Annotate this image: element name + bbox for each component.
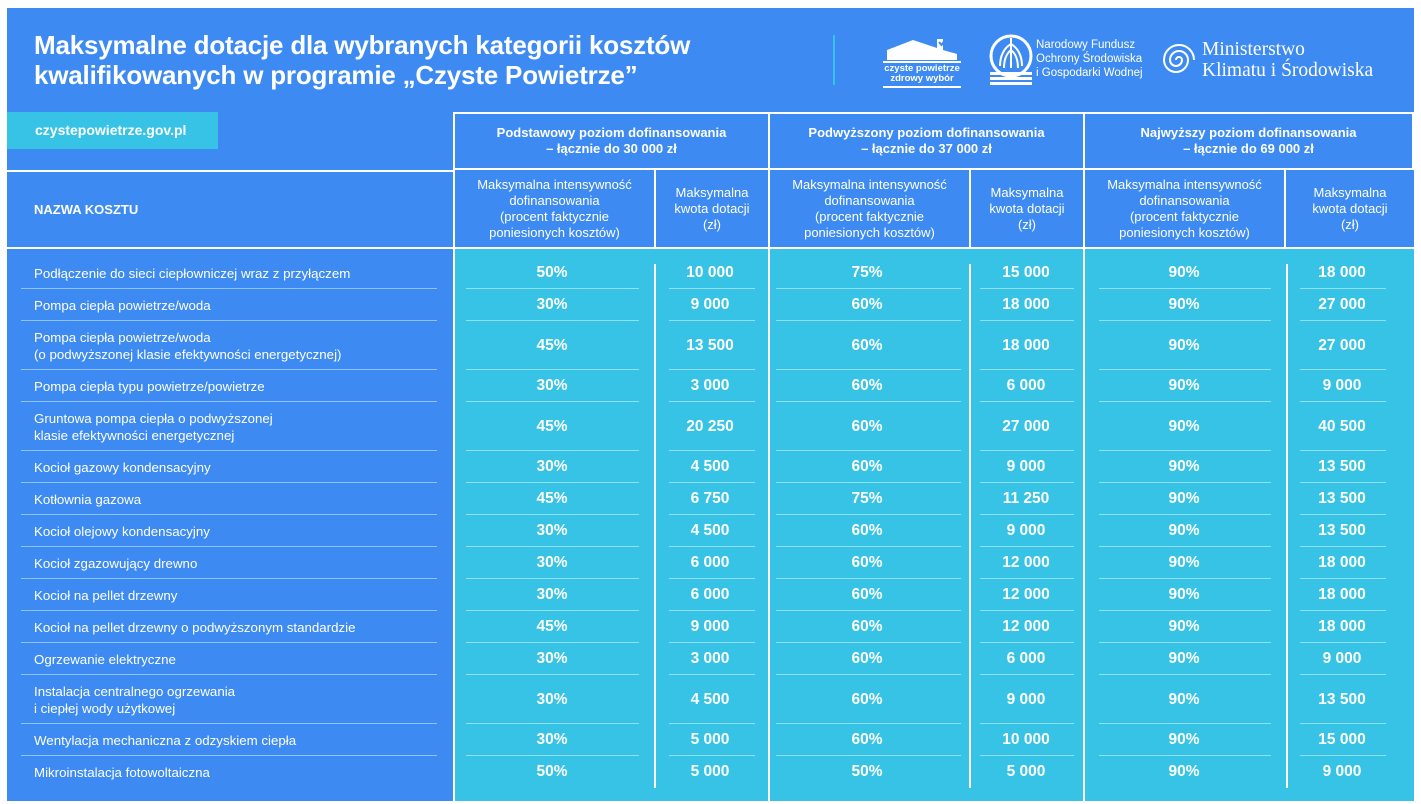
cost-name-line: klasie efektywności energetycznej xyxy=(34,428,235,443)
amount-value: 12 000 xyxy=(1002,618,1050,635)
title-line-2: kwalifikowanych w programie „Czyste Powietrze” xyxy=(34,60,638,90)
title-line-1: Maksymalne dotacje dla wybranych kategorii kosztów xyxy=(34,30,691,60)
logo-nf-line-2: Ochrony Środowiska xyxy=(1036,53,1143,65)
intensity-value: 90% xyxy=(1168,337,1200,354)
table-row xyxy=(7,611,1414,643)
amount-value: 9 000 xyxy=(690,296,730,313)
intensity-value: 60% xyxy=(851,418,883,435)
amount-value: 10 000 xyxy=(686,264,734,281)
cost-name-line: Kocioł gazowy kondensacyjny xyxy=(34,460,211,475)
table-row xyxy=(7,643,1414,675)
intensity-value: 30% xyxy=(536,296,568,313)
intensity-value: 45% xyxy=(536,418,568,435)
amount-value: 6 000 xyxy=(690,554,730,571)
amount-value: 3 000 xyxy=(690,377,730,394)
intensity-value: 90% xyxy=(1168,691,1200,708)
amount-value: 12 000 xyxy=(1002,554,1050,571)
cost-name-line: Pompa ciepła powietrze/woda xyxy=(34,330,211,345)
column-header-intensity xyxy=(453,170,656,249)
cost-name xyxy=(34,329,341,363)
subheader-text: Maksymalna intensywność xyxy=(792,176,947,192)
cost-name xyxy=(34,265,350,282)
intensity-value: 45% xyxy=(536,618,568,635)
amount-value: 13 500 xyxy=(1318,691,1366,708)
amount-value: 27 000 xyxy=(1318,296,1366,313)
group-title: Najwyższy poziom dofinansowania xyxy=(1140,125,1357,140)
cost-name xyxy=(34,555,197,572)
czyste-powietrze-logo xyxy=(883,36,961,88)
intensity-value: 60% xyxy=(851,296,883,313)
page-title xyxy=(34,30,814,90)
ministry-logo xyxy=(1162,38,1402,88)
cost-name-line: Podłączenie do sieci ciepłowniczej wraz z przyłączem xyxy=(34,266,351,281)
cost-name-line: Gruntowa pompa ciepła o podwyższonej xyxy=(34,411,273,426)
intensity-value: 90% xyxy=(1168,586,1200,603)
group-header-highest xyxy=(1083,112,1414,170)
subheader-text: dofinansowania xyxy=(509,192,600,208)
table-row xyxy=(7,579,1414,611)
amount-value: 4 500 xyxy=(690,522,730,539)
website-link[interactable]: czystepowietrze.gov.pl xyxy=(7,112,218,149)
subheader-text: Maksymalna intensywność xyxy=(1107,176,1262,192)
intensity-value: 30% xyxy=(536,522,568,539)
amount-value: 6 000 xyxy=(1006,377,1046,394)
cost-name-line: Kocioł na pellet drzewny xyxy=(34,588,178,603)
cost-name xyxy=(34,732,296,749)
subheader-text: (zł) xyxy=(1017,216,1037,232)
cost-name-line: Kocioł na pellet drzewny o podwyższonym standardzie xyxy=(34,620,356,635)
table-row xyxy=(7,547,1414,579)
intensity-value: 75% xyxy=(851,264,883,281)
intensity-value: 75% xyxy=(851,490,883,507)
table-row xyxy=(7,321,1414,370)
table-row xyxy=(7,289,1414,321)
cost-name xyxy=(34,410,273,444)
intensity-value: 60% xyxy=(851,458,883,475)
subheader-text: poniesionych kosztów) xyxy=(804,224,935,240)
cost-name-line: Ogrzewanie elektryczne xyxy=(34,652,176,667)
intensity-value: 60% xyxy=(851,377,883,394)
cost-name xyxy=(34,491,141,508)
nfosigw-logo xyxy=(988,34,1148,90)
intensity-value: 30% xyxy=(536,650,568,667)
intensity-value: 50% xyxy=(536,264,568,281)
subheader-text: kwota dotacji xyxy=(989,200,1065,216)
intensity-value: 30% xyxy=(536,731,568,748)
amount-value: 6 000 xyxy=(1006,650,1046,667)
cost-name xyxy=(34,378,265,395)
intensity-value: 45% xyxy=(536,490,568,507)
subheader-text: dofinansowania xyxy=(824,192,915,208)
amount-value: 15 000 xyxy=(1002,264,1050,281)
intensity-value: 90% xyxy=(1168,763,1200,780)
subheader-text: (zł) xyxy=(1340,216,1360,232)
amount-value: 18 000 xyxy=(1318,264,1366,281)
amount-value: 9 000 xyxy=(1006,691,1046,708)
intensity-value: 60% xyxy=(851,731,883,748)
intensity-value: 50% xyxy=(851,763,883,780)
amount-value: 5 000 xyxy=(1006,763,1046,780)
group-limit: – łącznie do 69 000 zł xyxy=(1183,141,1314,156)
column-header-amount xyxy=(969,170,1085,249)
cost-name-line: Wentylacja mechaniczna z odzyskiem ciepła xyxy=(34,733,297,748)
cost-name xyxy=(34,619,356,636)
intensity-value: 90% xyxy=(1168,554,1200,571)
table-row xyxy=(7,451,1414,483)
cost-name-line: Mikroinstalacja fotowoltaiczna xyxy=(34,765,210,780)
cost-name xyxy=(34,683,235,717)
amount-value: 5 000 xyxy=(690,731,730,748)
amount-value: 4 500 xyxy=(690,691,730,708)
intensity-value: 90% xyxy=(1168,490,1200,507)
intensity-value: 50% xyxy=(536,763,568,780)
intensity-value: 90% xyxy=(1168,458,1200,475)
intensity-value: 60% xyxy=(851,522,883,539)
intensity-value: 30% xyxy=(536,586,568,603)
amount-value: 9 000 xyxy=(690,618,730,635)
amount-value: 20 250 xyxy=(686,418,734,435)
cost-name-line: Kocioł zgazowujący drewno xyxy=(34,556,198,571)
amount-value: 6 000 xyxy=(690,586,730,603)
subheader-text: kwota dotacji xyxy=(674,200,750,216)
cost-name xyxy=(34,459,211,476)
amount-value: 27 000 xyxy=(1002,418,1050,435)
cost-name xyxy=(34,651,176,668)
subheader-text: Maksymalna xyxy=(990,184,1064,200)
logo-nf-line-1: Narodowy Fundusz xyxy=(1036,39,1136,51)
cost-name-line: Pompa ciepła powietrze/woda xyxy=(34,298,211,313)
amount-value: 13 500 xyxy=(1318,458,1366,475)
infographic xyxy=(7,8,1414,801)
group-header-basic xyxy=(453,112,770,170)
intensity-value: 90% xyxy=(1168,377,1200,394)
intensity-value: 60% xyxy=(851,337,883,354)
intensity-value: 90% xyxy=(1168,618,1200,635)
intensity-value: 90% xyxy=(1168,650,1200,667)
column-header-intensity xyxy=(768,170,971,249)
intensity-value: 60% xyxy=(851,554,883,571)
table-row xyxy=(7,483,1414,515)
amount-value: 9 000 xyxy=(1322,650,1362,667)
subheader-text: dofinansowania xyxy=(1139,192,1230,208)
fund-emblem-icon xyxy=(988,34,1034,86)
column-header-name: NAZWA KOSZTU xyxy=(7,170,453,249)
amount-value: 18 000 xyxy=(1002,337,1050,354)
logo-czyste-line-1: czyste powietrze xyxy=(884,63,960,74)
group-limit: – łącznie do 37 000 zł xyxy=(861,141,992,156)
table-row xyxy=(7,257,1414,289)
amount-value: 11 250 xyxy=(1002,490,1050,507)
amount-value: 12 000 xyxy=(1002,586,1050,603)
cost-name xyxy=(34,523,210,540)
subheader-text: Maksymalna intensywność xyxy=(477,176,632,192)
subheader-text: poniesionych kosztów) xyxy=(489,224,620,240)
amount-value: 40 500 xyxy=(1318,418,1366,435)
logo-nf-line-3: i Gospodarki Wodnej xyxy=(1036,67,1143,79)
amount-value: 3 000 xyxy=(690,650,730,667)
subheader-text: (procent faktycznie xyxy=(1129,208,1240,224)
group-limit: – łącznie do 30 000 zł xyxy=(546,141,677,156)
table-row xyxy=(7,515,1414,547)
cost-name xyxy=(34,297,211,314)
intensity-value: 90% xyxy=(1168,418,1200,435)
cost-name xyxy=(34,764,210,781)
subheader-text: (procent faktycznie xyxy=(814,208,925,224)
amount-value: 10 000 xyxy=(1002,731,1050,748)
group-header-increased xyxy=(768,112,1085,170)
table-row xyxy=(7,756,1414,788)
table-row xyxy=(7,724,1414,756)
subheader-text: (procent faktycznie xyxy=(499,208,610,224)
amount-value: 18 000 xyxy=(1318,618,1366,635)
amount-value: 13 500 xyxy=(1318,490,1366,507)
intensity-value: 60% xyxy=(851,586,883,603)
column-header-intensity xyxy=(1083,170,1286,249)
amount-value: 5 000 xyxy=(690,763,730,780)
logo-ministry-line-2: Klimatu i Środowiska xyxy=(1202,60,1374,81)
amount-value: 9 000 xyxy=(1322,763,1362,780)
cost-name-line: Pompa ciepła typu powietrze/powietrze xyxy=(34,379,265,394)
amount-value: 4 500 xyxy=(690,458,730,475)
ministry-swirl-icon xyxy=(1162,40,1196,80)
cost-name-line: Instalacja centralnego ogrzewania xyxy=(34,684,236,699)
intensity-value: 30% xyxy=(536,691,568,708)
cost-name-line: (o podwyższonej klasie efektywności energetycznej) xyxy=(34,347,342,362)
amount-value: 9 000 xyxy=(1322,377,1362,394)
subheader-text: kwota dotacji xyxy=(1312,200,1388,216)
intensity-value: 30% xyxy=(536,377,568,394)
subheader-text: (zł) xyxy=(702,216,722,232)
cost-name-line: i ciepłej wody użytkowej xyxy=(34,701,176,716)
intensity-value: 30% xyxy=(536,554,568,571)
intensity-value: 60% xyxy=(851,650,883,667)
intensity-value: 30% xyxy=(536,458,568,475)
intensity-value: 90% xyxy=(1168,522,1200,539)
table-row xyxy=(7,675,1414,724)
logo-czyste-line-2: zdrowy wybór xyxy=(890,73,954,84)
amount-value: 18 000 xyxy=(1318,554,1366,571)
intensity-value: 45% xyxy=(536,337,568,354)
group-title: Podwyższony poziom dofinansowania xyxy=(808,125,1045,140)
subheader-text: Maksymalna xyxy=(675,184,749,200)
intensity-value: 60% xyxy=(851,618,883,635)
intensity-value: 90% xyxy=(1168,264,1200,281)
subheader-text: Maksymalna xyxy=(1313,184,1387,200)
intensity-value: 90% xyxy=(1168,296,1200,313)
amount-value: 18 000 xyxy=(1318,586,1366,603)
amount-value: 13 500 xyxy=(1318,522,1366,539)
amount-value: 9 000 xyxy=(1006,522,1046,539)
house-check-icon xyxy=(883,36,961,64)
column-header-amount xyxy=(654,170,770,249)
logo-ministry-line-1: Ministerstwo xyxy=(1202,39,1305,60)
amount-value: 27 000 xyxy=(1318,337,1366,354)
header-divider xyxy=(833,35,835,85)
table-row xyxy=(7,370,1414,402)
intensity-value: 60% xyxy=(851,691,883,708)
amount-value: 6 750 xyxy=(690,490,730,507)
amount-value: 9 000 xyxy=(1006,458,1046,475)
cost-name-line: Kocioł olejowy kondensacyjny xyxy=(34,524,210,539)
cost-name xyxy=(34,587,177,604)
amount-value: 18 000 xyxy=(1002,296,1050,313)
table-row xyxy=(7,402,1414,451)
group-title: Podstawowy poziom dofinansowania xyxy=(496,125,727,140)
amount-value: 13 500 xyxy=(686,337,734,354)
amount-value: 15 000 xyxy=(1318,731,1366,748)
intensity-value: 90% xyxy=(1168,731,1200,748)
subheader-text: poniesionych kosztów) xyxy=(1119,224,1250,240)
cost-name-line: Kotłownia gazowa xyxy=(34,492,142,507)
column-header-amount xyxy=(1284,170,1414,249)
